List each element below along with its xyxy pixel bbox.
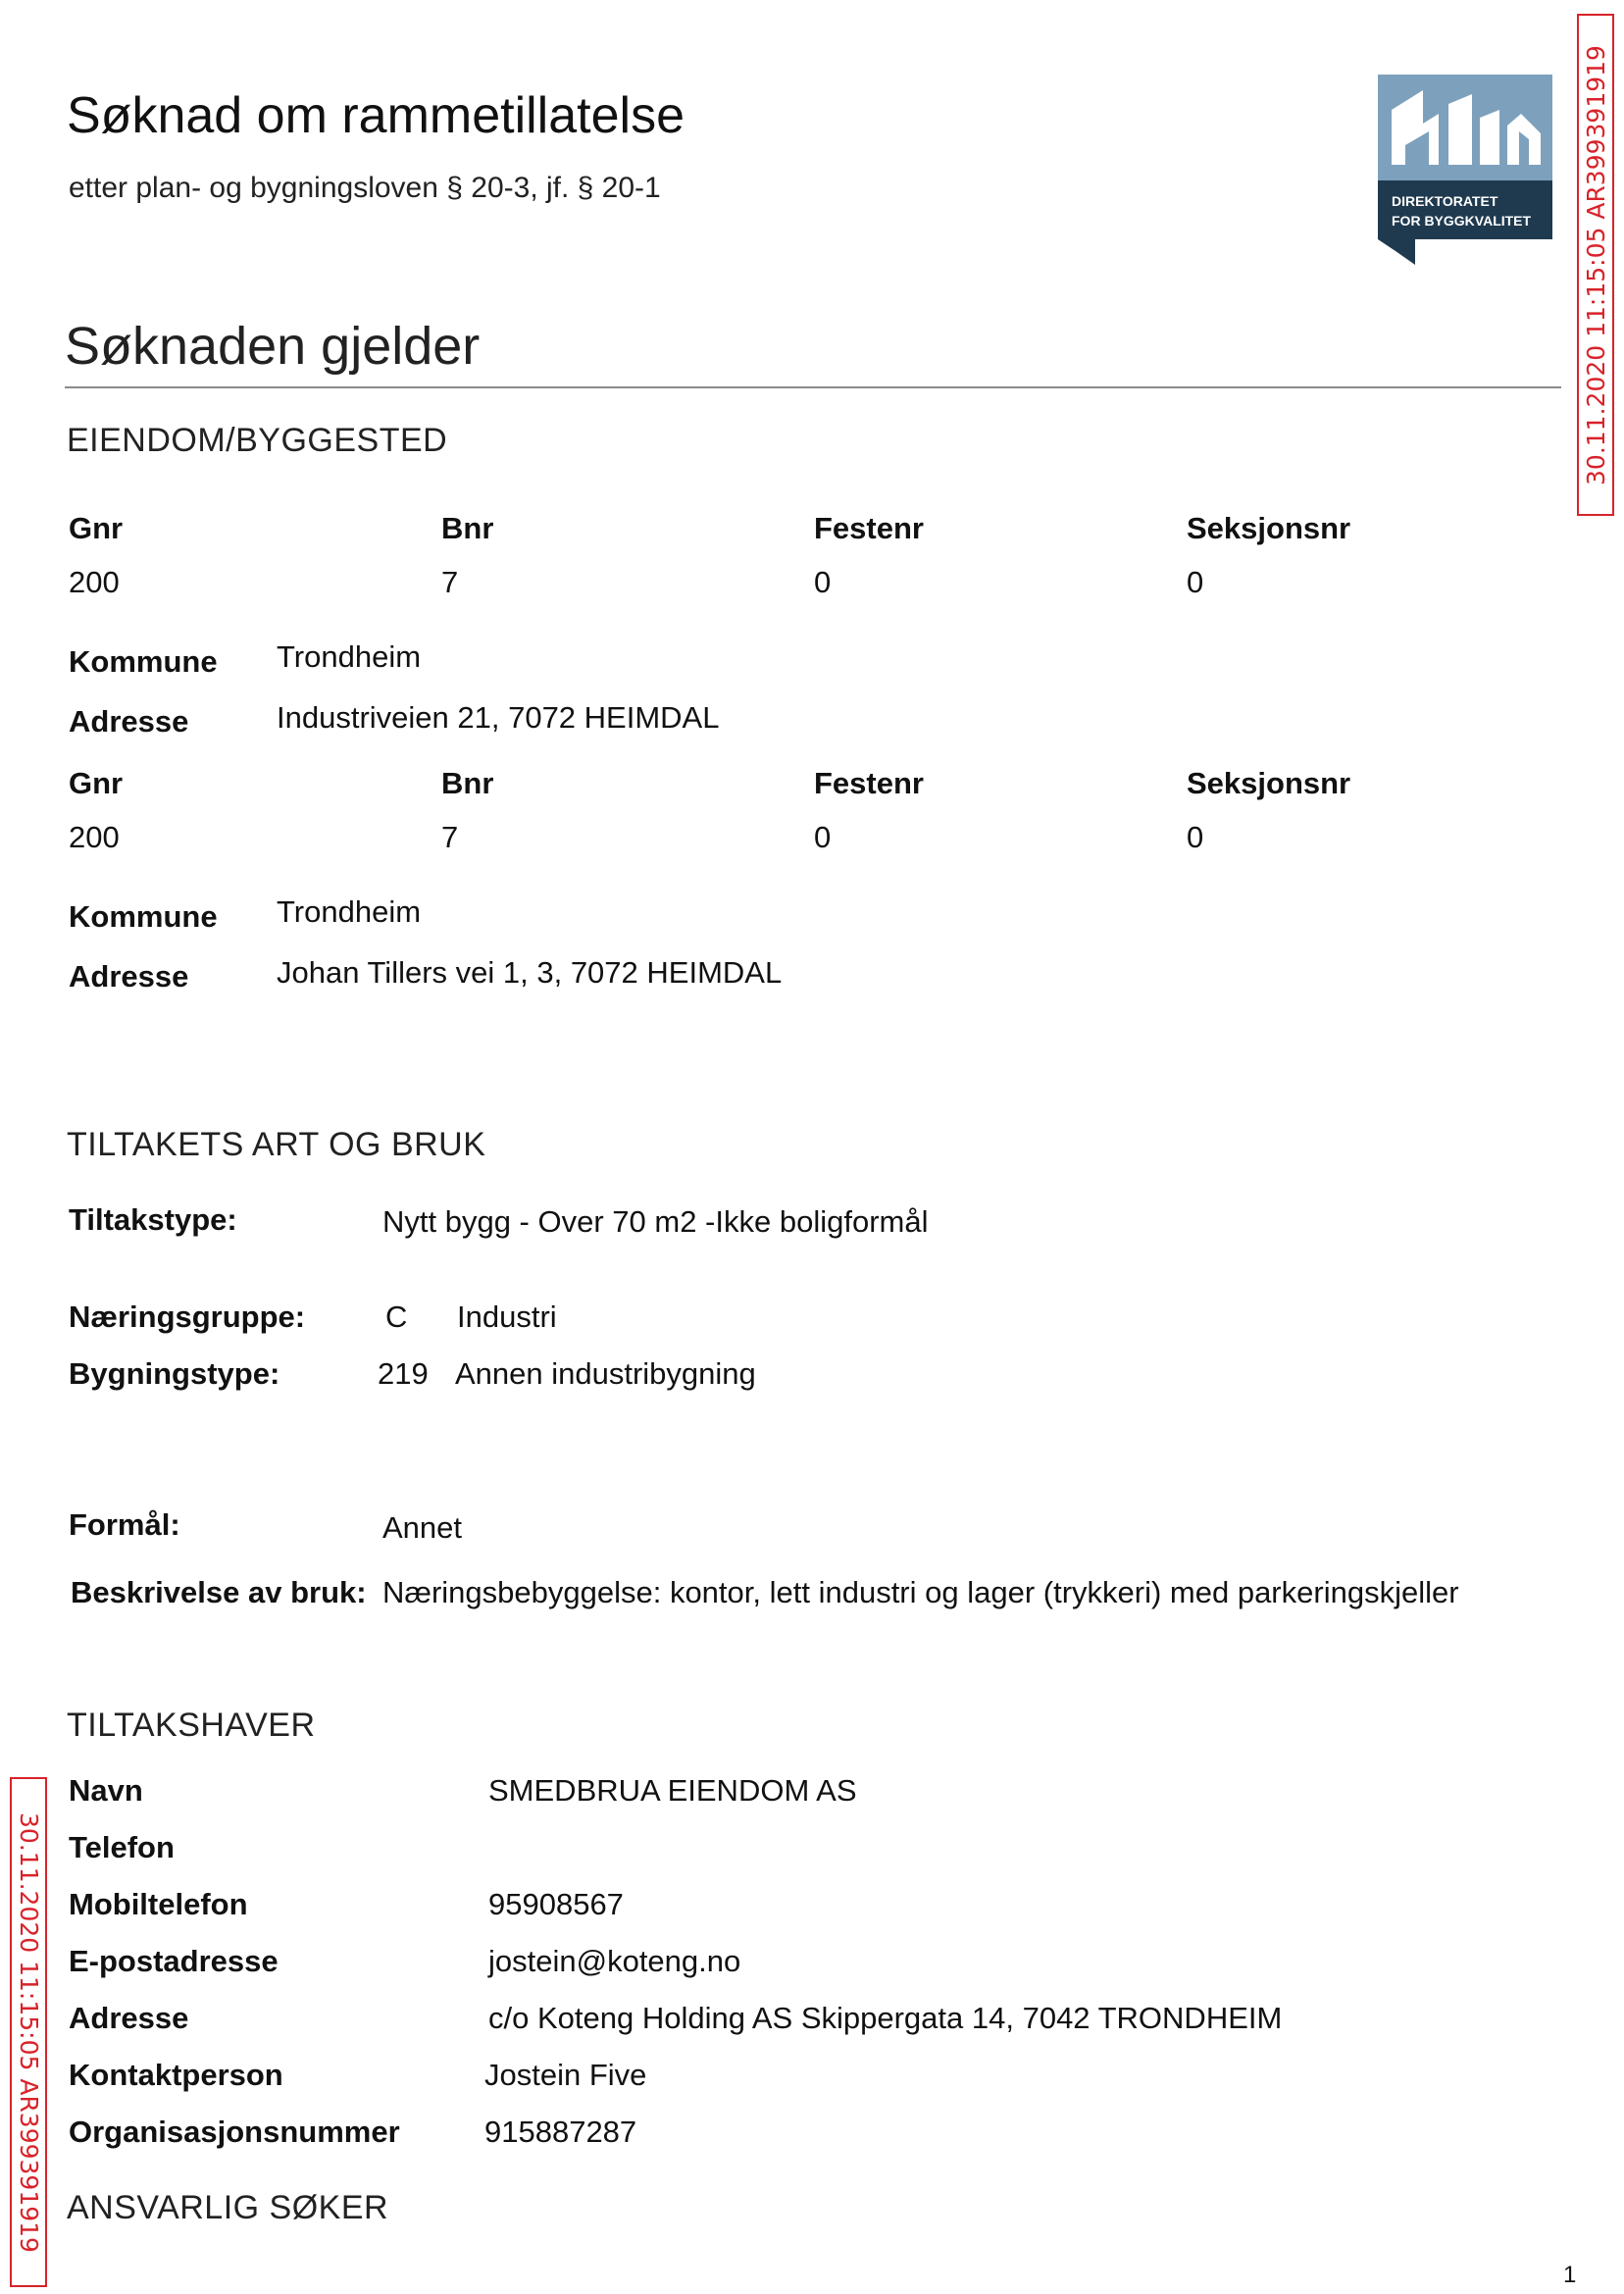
- document-title: Søknad om rammetillatelse: [67, 87, 685, 144]
- logo-text-line2: FOR BYGGKVALITET: [1392, 213, 1532, 229]
- section-title-eiendom: EIENDOM/BYGGESTED: [67, 422, 448, 459]
- naeringsgruppe-label: Næringsgruppe:: [69, 1300, 306, 1334]
- adresse-label: Adresse: [69, 2001, 189, 2035]
- kontaktperson-value: Jostein Five: [484, 2058, 647, 2092]
- beskrivelse-label: Beskrivelse av bruk:: [71, 1575, 367, 1609]
- section-title-tiltakshaver: TILTAKSHAVER: [67, 1707, 316, 1744]
- section-title-ansvarlig-soker: ANSVARLIG SØKER: [67, 2189, 389, 2226]
- adresse-label: Adresse: [69, 704, 189, 739]
- seksjonsnr-label: Seksjonsnr: [1187, 766, 1351, 800]
- kommune-value: Trondheim: [277, 894, 422, 929]
- bygningstype-label: Bygningstype:: [69, 1356, 280, 1391]
- festenr-label: Festenr: [814, 766, 924, 800]
- gnr-value: 200: [69, 565, 120, 599]
- bygningstype-value: Annen industribygning: [455, 1356, 756, 1391]
- mobiltelefon-value: 95908567: [488, 1887, 624, 1921]
- adresse-value: Industriveien 21, 7072 HEIMDAL: [277, 700, 720, 735]
- formal-label: Formål:: [69, 1507, 180, 1542]
- mobiltelefon-label: Mobiltelefon: [69, 1887, 248, 1921]
- telefon-label: Telefon: [69, 1830, 175, 1864]
- heading-divider: [65, 386, 1561, 388]
- section-heading: Søknaden gjelder: [65, 317, 481, 376]
- bnr-value: 7: [441, 565, 459, 599]
- epost-label: E-postadresse: [69, 1944, 279, 1978]
- page-number: 1: [1563, 2262, 1577, 2288]
- adresse-value: Johan Tillers vei 1, 3, 7072 HEIMDAL: [277, 955, 783, 990]
- seksjonsnr-value: 0: [1187, 565, 1204, 599]
- adresse-label: Adresse: [69, 959, 189, 994]
- kontaktperson-label: Kontaktperson: [69, 2058, 283, 2092]
- naeringsgruppe-value: Industri: [457, 1300, 557, 1334]
- naeringsgruppe-code: C: [385, 1300, 408, 1334]
- organisasjonsnummer-value: 915887287: [484, 2115, 637, 2149]
- date-stamp-text: 30.11.2020 11:15:05 AR399391919: [14, 1811, 43, 2253]
- tiltakstype-value: Nytt bygg - Over 70 m2 -Ikke boligformål: [382, 1204, 929, 1239]
- formal-value: Annet: [382, 1510, 463, 1545]
- document-subtitle: etter plan- og bygningsloven § 20-3, jf. § 20-1: [69, 172, 661, 204]
- navn-label: Navn: [69, 1773, 143, 1808]
- tiltakstype-label: Tiltakstype:: [69, 1202, 237, 1237]
- date-stamp-left: [10, 1777, 47, 2287]
- bnr-label: Bnr: [441, 511, 494, 545]
- beskrivelse-value: Næringsbebyggelse: kontor, lett industri og lager (trykkeri) med parkeringskjeller: [382, 1575, 1459, 1609]
- logo-text-line1: DIREKTORATET: [1392, 193, 1498, 209]
- bygningstype-code: 219: [378, 1356, 429, 1391]
- epost-value: jostein@koteng.no: [488, 1944, 741, 1978]
- kommune-label: Kommune: [69, 644, 218, 679]
- organisasjonsnummer-label: Organisasjonsnummer: [69, 2115, 400, 2149]
- festenr-value: 0: [814, 565, 832, 599]
- festenr-label: Festenr: [814, 511, 924, 545]
- dibk-logo-icon: [1378, 75, 1552, 265]
- festenr-value: 0: [814, 820, 832, 854]
- bnr-label: Bnr: [441, 766, 494, 800]
- gnr-label: Gnr: [69, 766, 124, 800]
- seksjonsnr-value: 0: [1187, 820, 1204, 854]
- gnr-label: Gnr: [69, 511, 124, 545]
- dibk-logo: [1378, 75, 1552, 265]
- bnr-value: 7: [441, 820, 459, 854]
- date-stamp-text: 30.11.2020 11:15:05 AR399391919: [1581, 44, 1610, 485]
- kommune-value: Trondheim: [277, 639, 422, 674]
- kommune-label: Kommune: [69, 899, 218, 934]
- date-stamp-top: [1577, 14, 1614, 516]
- seksjonsnr-label: Seksjonsnr: [1187, 511, 1351, 545]
- section-title-tiltak: TILTAKETS ART OG BRUK: [67, 1126, 486, 1163]
- navn-value: SMEDBRUA EIENDOM AS: [488, 1773, 857, 1808]
- gnr-value: 200: [69, 820, 120, 854]
- adresse-value: c/o Koteng Holding AS Skippergata 14, 7042 TRONDHEIM: [488, 2001, 1283, 2035]
